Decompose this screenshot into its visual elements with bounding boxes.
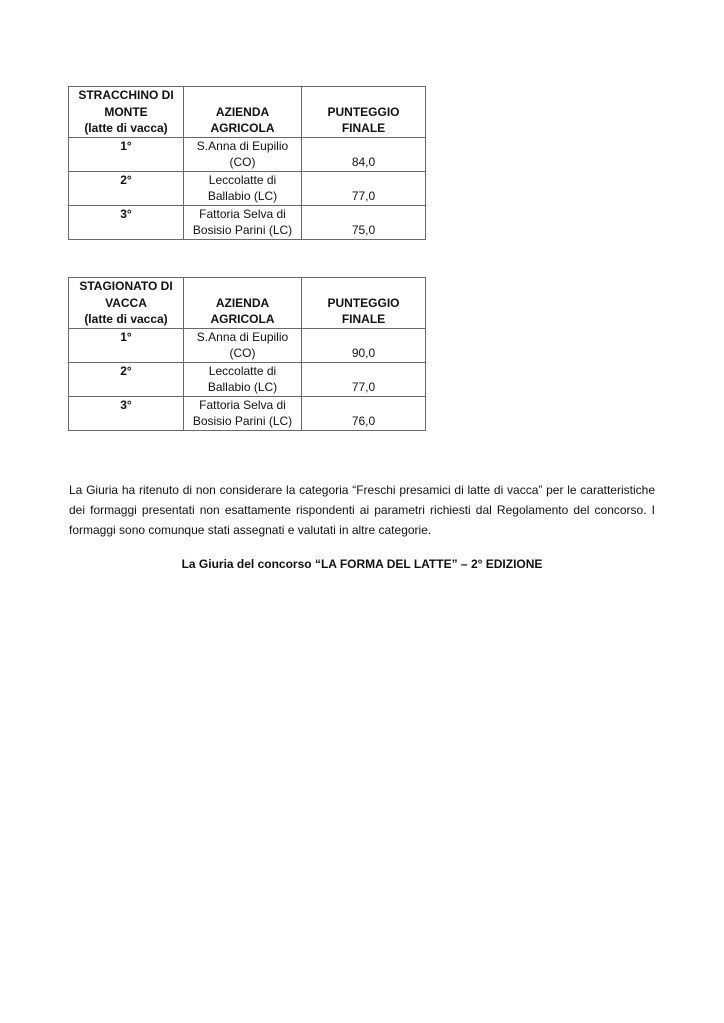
header-line: FINALE [341,312,386,326]
farm-line: Bosisio Parini (LC) [192,223,293,237]
header-line: AZIENDA [215,104,270,119]
table-row [69,362,426,396]
score-header [302,87,426,138]
jury-signature: La Giuria del concorso “LA FORMA DEL LATTE” – 2° EDIZIONE [181,557,543,571]
place-cell: 2° [69,171,184,205]
farm-line: Leccolatte di [208,172,277,187]
table-row [69,171,426,205]
farm-line: Fattoria Selva di [199,397,286,412]
farm-header [184,278,302,329]
farm-cell [184,328,302,362]
table-header-row [69,87,426,138]
farm-line: Ballabio (LC) [207,189,278,203]
farm-line: Leccolatte di [208,363,277,378]
farm-cell [184,137,302,171]
score-cell: 76,0 [302,396,426,430]
place-cell: 1° [69,328,184,362]
header-line: PUNTEGGIO [327,104,400,119]
farm-line: Ballabio (LC) [207,380,278,394]
category-line: STAGIONATO DI [79,279,173,293]
category-line: (latte di vacca) [84,312,168,326]
farm-line: (CO) [229,346,256,360]
score-header [302,278,426,329]
farm-cell [184,396,302,430]
farm-cell [184,362,302,396]
place-cell: 2° [69,362,184,396]
category-line: VACCA [105,295,147,310]
table-row [69,328,426,362]
category-line: MONTE [104,104,148,119]
header-line: FINALE [341,121,386,135]
farm-line: S.Anna di Eupilio [196,329,289,344]
category-line: (latte di vacca) [84,121,168,135]
category-header [69,87,184,138]
score-cell: 90,0 [302,328,426,362]
table-row [69,205,426,239]
header-line: PUNTEGGIO [327,295,400,310]
score-cell: 77,0 [302,171,426,205]
score-cell: 84,0 [302,137,426,171]
results-table-stracchino [68,86,426,240]
farm-line: Fattoria Selva di [199,206,286,221]
farm-cell [184,171,302,205]
farm-line: S.Anna di Eupilio [196,138,289,153]
category-line: STRACCHINO DI [78,88,174,102]
score-cell: 75,0 [302,205,426,239]
header-line: AGRICOLA [210,121,275,135]
farm-line: (CO) [229,155,256,169]
farm-line: Bosisio Parini (LC) [192,414,293,428]
place-cell: 3° [69,396,184,430]
jury-note-paragraph: La Giuria ha ritenuto di non considerare la categoria “Freschi presamici di latte di vacca” per le caratteristiche dei formaggi presentati non esattamente rispondenti ai parametri richiesti dal Regolamento del concorso. I formaggi sono comunque stati assegnati e valutati in altre categorie. [69,483,655,537]
score-cell: 77,0 [302,362,426,396]
table-row [69,137,426,171]
place-cell: 1° [69,137,184,171]
place-cell: 3° [69,205,184,239]
category-header [69,278,184,329]
header-line: AGRICOLA [210,312,275,326]
table-row [69,396,426,430]
farm-cell [184,205,302,239]
header-line: AZIENDA [215,295,270,310]
table-header-row [69,278,426,329]
farm-header [184,87,302,138]
results-table-stagionato [68,277,426,431]
